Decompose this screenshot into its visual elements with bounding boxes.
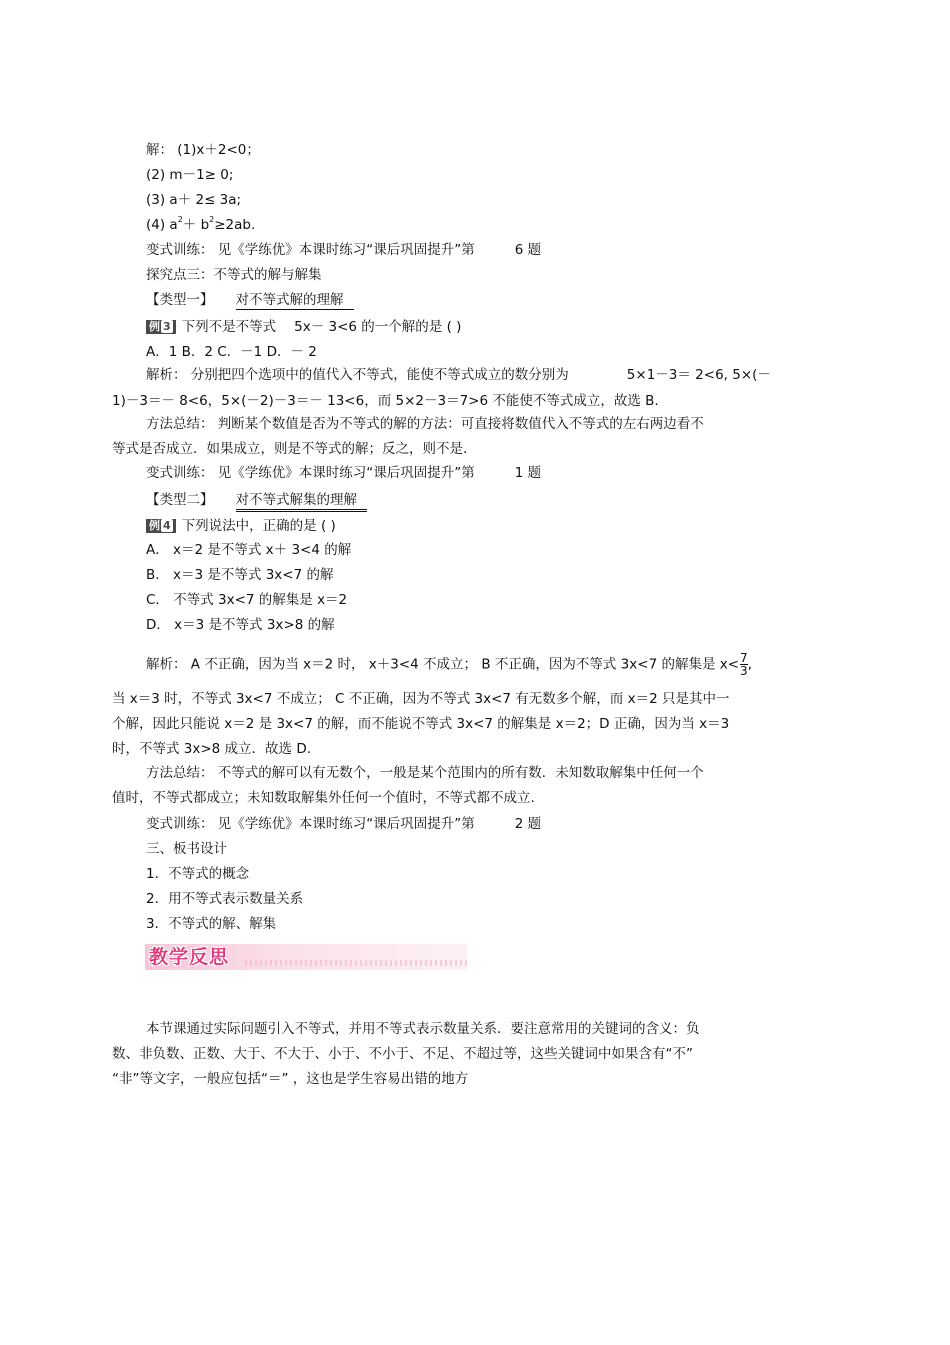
analysis-text-b: 5×1－3＝ 2<6, 5×(－ [626,367,771,383]
example-badge: 例 3 [146,320,176,334]
variant-text: 变式训练： 见《学练优》本课时练习“课后巩固提升”第 [146,242,475,258]
type-title: 对不等式解的理解 [236,292,354,310]
board-item-1: 1．不等式的概念 [146,866,250,882]
example-4-analysis-4: 时，不等式 3x>8 成立．故选 D. [112,741,312,757]
question-text-b: 5x－ 3<6 的一个解的是 ( ) [294,319,462,335]
reflection-banner [145,944,467,970]
example-4-analysis-1 [146,652,752,677]
variant-text: 变式训练： 见《学练优》本课时练习“课后巩固提升”第 [146,465,475,481]
board-design-heading: 三、板书设计 [146,841,227,857]
fraction-tail: , [747,656,752,673]
question-text: 下列说法中，正确的是 ( ) [181,518,336,534]
example-4-option-b: B． x＝3 是不等式 3x<7 的解 [146,567,334,583]
solution-line-4-part-c: ≥2ab. [214,217,256,233]
solution-line-1: 解： (1)x＋2<0； [146,142,260,158]
variant-number: 2 题 [514,816,542,832]
example-4-option-c: C． 不等式 3x<7 的解集是 x＝2 [146,592,348,608]
variant-number: 1 题 [514,465,542,481]
analysis-text: 解析： A 不正确，因为当 x＝2 时， x＋3<4 不成立； B 不正确，因为不等式 3x<7 的解集是 x< [146,656,740,673]
reflection-line-3: “非”等文字，一般应包括“＝” ，这也是学生容易出错的地方 [112,1071,469,1087]
variant-text: 变式训练： 见《学练优》本课时练习“课后巩固提升”第 [146,816,475,832]
banner-stripe [245,960,467,966]
example-4-option-a: A． x＝2 是不等式 x＋ 3<4 的解 [146,542,352,558]
fraction-numerator: 7 [740,651,748,665]
board-item-2: 2．用不等式表示数量关系 [146,891,304,907]
explore-point-3: 探究点三：不等式的解与解集 [146,267,322,283]
analysis-text-a: 解析： 分别把四个选项中的值代入不等式，能使不等式成立的数分别为 [146,367,569,383]
variant-training-2 [146,464,541,482]
variant-training-1 [146,241,541,259]
example-4-analysis-3: 个解，因此只能说 x＝2 是 3x<7 的解，而不能说不等式 3x<7 的解集是 x＝2；D 正确，因为当 x＝3 [112,716,730,732]
fraction [740,652,748,677]
type-1-heading [146,291,354,309]
question-text-a: 下列不是不等式 [181,319,277,335]
board-item-3: 3．不等式的解、解集 [146,916,277,932]
reflection-line-2: 数、非负数、正数、大于、不大于、小于、不小于、不足、不超过等，这些关键词中如果含有“不” [112,1046,693,1062]
reflection-title: 教学反思 [149,946,230,968]
solution-line-4 [146,216,255,234]
example-4-method-2: 值时，不等式都成立；未知数取解集外任何一个值时，不等式都不成立. [112,790,535,806]
solution-line-2: (2) m－1≥ 0; [146,167,234,183]
reflection-line-1: 本节课通过实际问题引入不等式，并用不等式表示数量关系．要注意常用的关键词的含义：负 [146,1021,700,1037]
solution-line-4-part-b: ＋ b [182,217,210,233]
example-3-method-1: 方法总结： 判断某个数值是否为不等式的解的方法：可直接将数值代入不等式的左右两边看不 [146,416,704,432]
exponent: 2 [209,215,215,224]
fraction-denominator: 3 [740,664,748,678]
type-2-heading [146,491,367,509]
solution-line-3: (3) a＋ 2≤ 3a; [146,192,242,208]
example-4-method-1: 方法总结： 不等式的解可以有无数个，一般是某个范围内的所有数．未知数取解集中任何一个 [146,765,704,781]
example-3-method-2: 等式是否成立．如果成立，则是不等式的解；反之，则不是. [112,441,468,457]
example-badge: 例 4 [146,519,176,533]
example-4-option-d: D． x＝3 是不等式 3x>8 的解 [146,617,335,633]
solution-line-4-part-a: (4) a [146,217,178,233]
example-4-analysis-2: 当 x＝3 时，不等式 3x<7 不成立； C 不正确，因为不等式 3x<7 有无数多个解，而 x＝2 只是其中一 [112,691,730,707]
variant-number: 6 题 [514,242,542,258]
type-bracket: 【类型二】 [146,492,214,508]
example-3-analysis-1 [146,366,771,384]
example-3-question [146,318,461,336]
type-title: 对不等式解集的理解 [236,492,368,512]
type-bracket: 【类型一】 [146,292,214,308]
example-3-analysis-2: 1)－3＝－ 8<6，5×(－2)－3＝－ 13<6，而 5×2－3＝7>6 不能使不等式成立，故选 B. [112,393,659,409]
example-3-options: A．1 B．2 C．－1 D．－ 2 [146,344,317,360]
exponent: 2 [177,215,183,224]
example-4-question [146,517,336,535]
variant-training-3 [146,815,541,833]
